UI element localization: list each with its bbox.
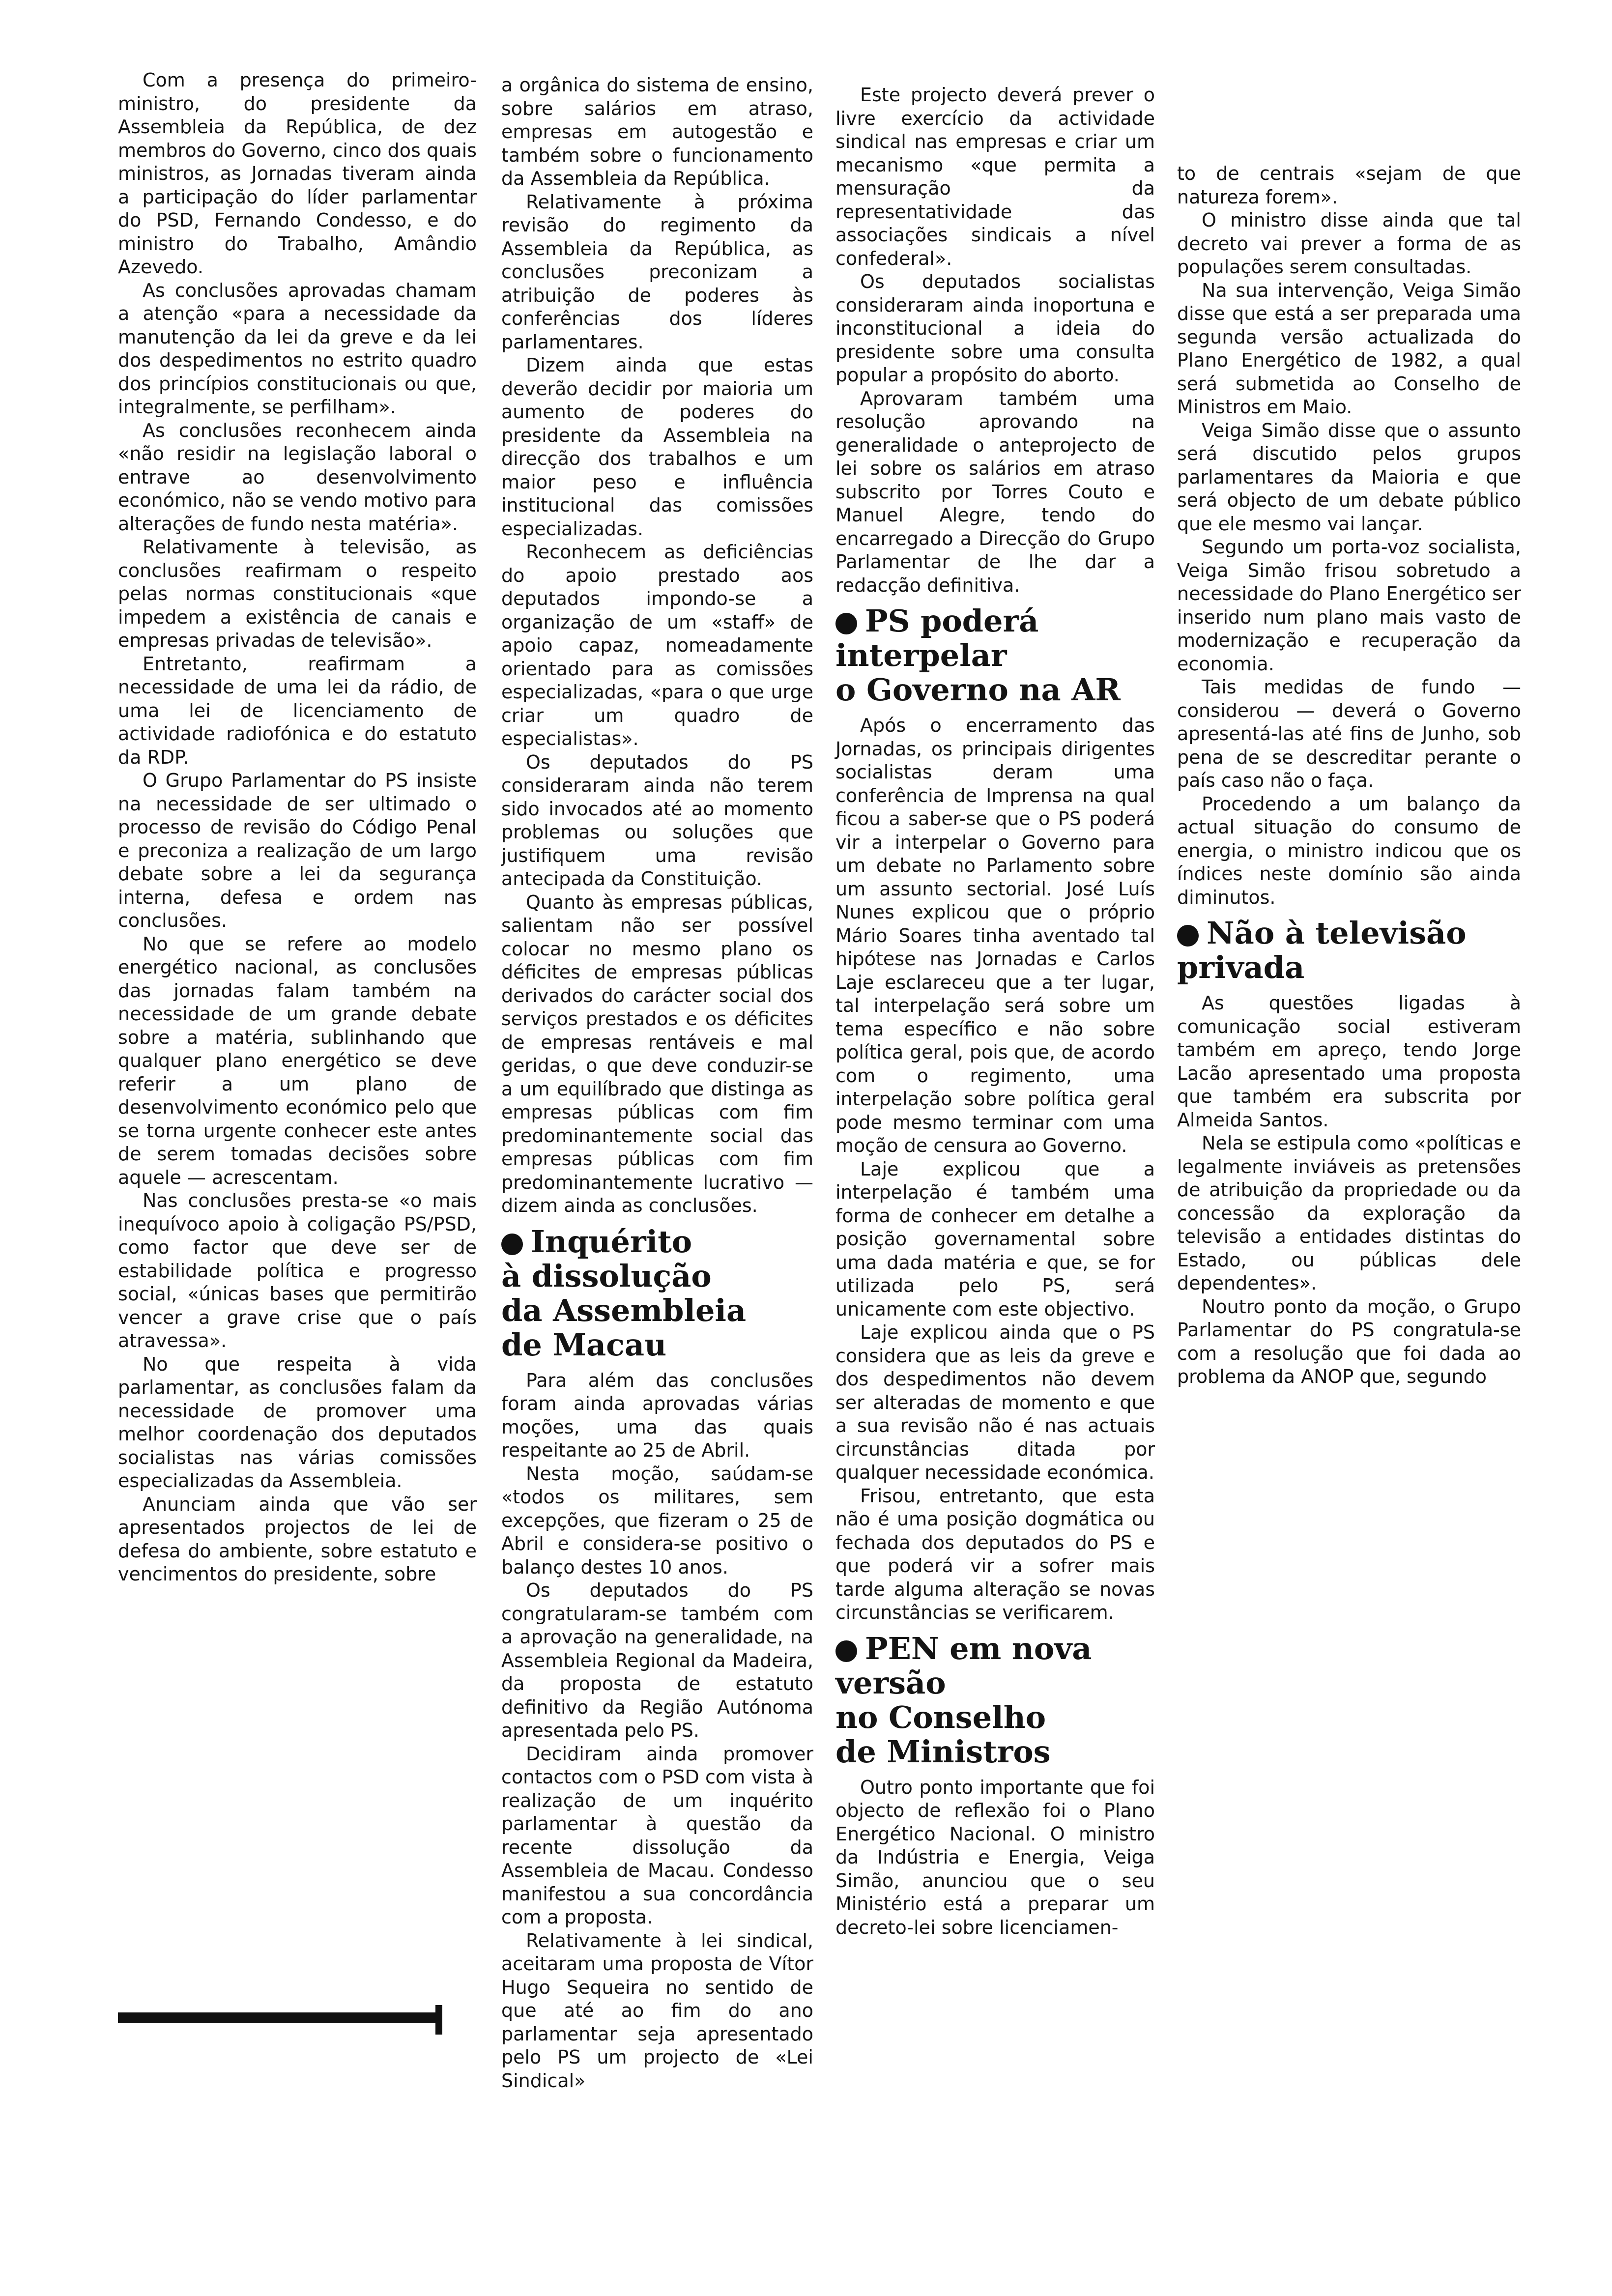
paragraph: Relativamente à próxima revisão do regimento da Assembleia da República, as conclusões preconizam a atribuição de poderes às conferências dos líderes parlamentares. [501,191,813,353]
paragraph: Frisou, entretanto, que esta não é uma posição dogmática ou fechada dos deputados do PS e que poderá vir a sofrer mais tarde alguma alteração se novas circunstâncias se verificarem. [835,1485,1155,1623]
paragraph: Anunciam ainda que vão ser apresentados projectos de lei de defesa do ambiente, sobre estatuto e vencimentos do presidente, sobre [118,1493,477,1585]
paragraph: to de centrais «sejam de que natureza forem». [1177,163,1521,208]
section-heading: PEN em nova versão no Conselho de Ministros [835,1630,1092,1770]
bullet-icon [835,1640,857,1662]
column-2 [501,74,813,2093]
paragraph: As conclusões reconhecem ainda «não residir na legislação laboral o entrave ao desenvolvimento económico, não se vendo motivo para alterações de fundo nesta matéria». [118,419,477,535]
section-heading: Não à televisão privada [1177,915,1467,985]
paragraph: As questões ligadas à comunicação social estiveram também em apreço, tendo Jorge Lacão apresentado uma proposta que também era subscrita por Almeida Santos. [1177,992,1521,1131]
paragraph: Após o encerramento das Jornadas, os principais dirigentes socialistas deram uma conferência de Imprensa na qual ficou a saber-se que o PS poderá vir a interpelar o Governo para um debate no Parlamento sobre um assunto sectorial. José Luís Nunes explicou que o próprio Mário Soares tinha aventado tal hipótese nas Jornadas e Carlos Laje esclareceu que a ter lugar, tal interpelação será sobre um tema específico e não sobre política geral, pois que, de acordo com o regimento, uma interpelação sobre política geral pode mesmo terminar com uma moção de censura ao Governo. [835,715,1155,1156]
paragraph: Noutro ponto da moção, o Grupo Parlamentar do PS congratula-se com a resolução que foi dada ao problema da ANOP que, segundo [1177,1295,1521,1387]
paragraph: No que se refere ao modelo energético nacional, as conclusões das jornadas falam também na necessidade de um grande debate sobre a matéria, sublinhando que qualquer plano energético se deve referir a um plano de desenvolvimento económico pelo que se torna urgente conhecer este antes de serem tomadas decisões sobre aquele — acrescentam. [118,933,477,1188]
bullet-icon [1177,925,1199,947]
paragraph: Outro ponto importante que foi objecto de reflexão foi o Plano Energético Nacional. O ministro da Indústria e Energia, Veiga Simão, anunciou que o seu Ministério está a preparar um decreto-lei sobre licenciamen- [835,1776,1155,1938]
paragraph: As conclusões aprovadas chamam a atenção «para a necessidade da manutenção da lei da greve e da lei dos despedimentos no estrito quadro dos princípios constitucionais ou que, integralmente, se perfilham». [118,279,477,418]
bullet-icon [501,1234,523,1255]
section-heading: Inquérito à dissolução da Assembleia de Macau [501,1223,747,1363]
paragraph: Os deputados do PS congratularam-se também com a aprovação na generalidade, na Assembleia Regional da Madeira, da proposta de estatuto definitivo da Região Autónoma apresentada pelo PS. [501,1579,813,1741]
paragraph: Relativamente à televisão, as conclusões reafirmam o respeito pelas normas constitucionais «que impedem a existência de canais e empresas privadas de televisão». [118,536,477,651]
paragraph: Relativamente à lei sindical, aceitaram uma proposta de Vítor Hugo Sequeira no sentido de que até ao fim do ano parlamentar seja apresentado pelo PS um projecto de «Lei Sindical» [501,1929,813,2092]
paragraph: Segundo um porta-voz socialista, Veiga Simão frisou sobretudo a necessidade do Plano Energético ser inserido num plano mais vasto de modernização e recuperação da economia. [1177,536,1521,675]
column-4 [1177,162,1521,1389]
paragraph: Nesta moção, saúdam-se «todos os militares, sem excepções, que fizeram o 25 de Abril e considera-se positivo o balanço destes 10 anos. [501,1463,813,1578]
paragraph: Veiga Simão disse que o assunto será discutido pelos grupos parlamentares da Maioria e que será objecto de um debate público que ele mesmo vai lançar. [1177,419,1521,535]
paragraph: No que respeita à vida parlamentar, as conclusões falam da necessidade de promover uma melhor coordenação dos deputados socialistas nas várias comissões especializadas da Assembleia. [118,1353,477,1492]
column-end-rule [118,2012,442,2023]
paragraph: Nas conclusões presta-se «o mais inequívoco apoio à coligação PS/PSD, como factor que deve ser de estabilidade política e progresso social, «únicas bases que permitirão vencer a grave crise que o país atravessa». [118,1190,477,1351]
paragraph: Este projecto deverá prever o livre exercício da actividade sindical nas empresas e criar um mecanismo «que permita a mensuração da representatividade das associações sindicais a nível confederal». [835,84,1155,269]
paragraph: Aprovaram também uma resolução aprovando na generalidade o anteprojecto de lei sobre os salários em atraso subscrito por Torres Couto e Manuel Alegre, tendo do encarregado a Direcção do Grupo Parlamentar de lhe dar a redacção definitiva. [835,387,1155,596]
section-heading: PS poderá interpelar o Governo na AR [835,603,1121,708]
paragraph: O ministro disse ainda que tal decreto vai prever a forma de as populações serem consultadas. [1177,209,1521,278]
paragraph: Nela se estipula como «políticas e legalmente inviáveis as pretensões de atribuição da propriedade ou da concessão da exploração da televisão a entidades distintas do Estado, ou públicas dele dependentes». [1177,1132,1521,1294]
paragraph: Laje explicou ainda que o PS considera que as leis da greve e dos despedimentos não devem ser alteradas de momento e que a sua revisão não é nas actuais circunstâncias ditada por qualquer necessidade económica. [835,1321,1155,1483]
paragraph: Com a presença do primeiro-ministro, do presidente da Assembleia da República, de dez membros do Governo, cinco dos quais ministros, as Jornadas tiveram ainda a participação do líder parlamentar do PSD, Fernando Condesso, e do ministro do Trabalho, Amândio Azevedo. [118,69,477,278]
paragraph: Reconhecem as deficiências do apoio prestado aos deputados impondo-se a organização de um «staff» de apoio capaz, nomeadamente orientado para as comissões especializadas, «para o que urge criar um quadro de especialistas». [501,541,813,749]
paragraph: Dizem ainda que estas deverão decidir por maioria um aumento de poderes do presidente da Assembleia na direcção dos trabalhos e um maior peso e influência institucional das comissões especializadas. [501,354,813,540]
column-end-rule-tick [435,2005,442,2035]
paragraph: Decidiram ainda promover contactos com o PSD com vista à realização de um inquérito parlamentar à questão da recente dissolução da Assembleia de Macau. Condesso manifestou a sua concordância com a proposta. [501,1743,813,1928]
paragraph: Tais medidas de fundo — considerou — deverá o Governo apresentá-las até fins de Junho, sob pena de se descreditar perante o país caso não o faça. [1177,676,1521,791]
paragraph: a orgânica do sistema de ensino, sobre salários em atraso, empresas em autogestão e também sobre o funcionamento da Assembleia da República. [501,74,813,189]
paragraph: Entretanto, reafirmam a necessidade de uma lei da rádio, de uma lei de licenciamento de actividade radiofónica e do estatuto da RDP. [118,653,477,768]
paragraph: Os deputados socialistas consideraram ainda inoportuna e inconstitucional a ideia do presidente sobre uma consulta popular a propósito do aborto. [835,271,1155,386]
paragraph: Para além das conclusões foram ainda aprovadas várias moções, uma das quais respeitante ao 25 de Abril. [501,1369,813,1461]
paragraph: O Grupo Parlamentar do PS insiste na necessidade de ser ultimado o processo de revisão do Código Penal e preconiza a realização de um largo debate sobre a lei da segurança interna, defesa e ordem nas conclusões. [118,770,477,931]
column-3 [835,84,1155,1939]
paragraph: Quanto às empresas públicas, salientam não ser possível colocar no mesmo plano os déficites de empresas públicas derivados do carácter social dos serviços prestados e os déficites de empresas rentáveis e mal geridas, o que deve conduzir-se a um equilíbrado que distinga as empresas públicas com fim predominantemente social das empresas públicas com fim predominantemente lucrativo — dizem ainda as conclusões. [501,891,813,1216]
column-1 [118,69,477,1586]
paragraph: Na sua intervenção, Veiga Simão disse que está a ser preparada uma segunda versão actualizada do Plano Energético de 1982, a qual será submetida ao Conselho de Ministros em Maio. [1177,279,1521,418]
bullet-icon [835,613,857,634]
paragraph: Laje explicou que a interpelação é também uma forma de conhecer em detalhe a posição governamental sobre uma dada matéria e que, se for utilizada pelo PS, será unicamente com este objectivo. [835,1158,1155,1320]
paragraph: Procedendo a um balanço da actual situação do consumo de energia, o ministro indicou que os índices neste domínio são ainda diminutos. [1177,793,1521,908]
paragraph: Os deputados do PS consideraram ainda não terem sido invocados até ao momento problemas ou soluções que justifiquem uma revisão antecipada da Constituição. [501,751,813,890]
